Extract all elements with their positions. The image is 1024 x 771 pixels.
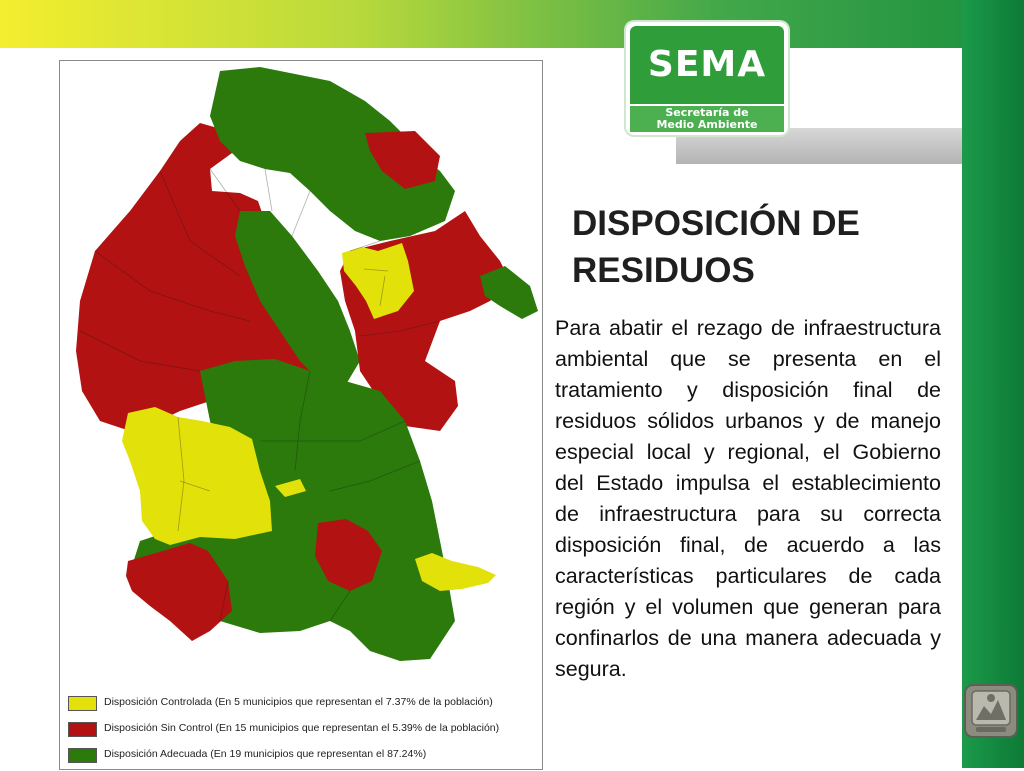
map-frame <box>59 60 543 770</box>
slide-body-text: Para abatir el rezago de infraestructura ambiental que se presenta en el tratamiento y disposición final de residuos sólidos urbanos y de manejo especial local y regional, el Gobierno del Estado impulsa el establecimiento de infraestructura para su correcta disposición final, de acuerdo a las características particulares de cada región y el volumen que generan para confinarlos de una manera adecuada y segura. <box>555 316 941 681</box>
logo-name: SEMA <box>630 26 784 104</box>
legend-swatch-uncontrolled <box>68 722 97 737</box>
logo-subtitle <box>630 106 784 132</box>
legend-label-adequate: Disposición Adecuada (En 19 municipios que representan el 87.24%) <box>104 748 427 760</box>
logo-subtitle-line1: Secretaría de <box>665 106 749 119</box>
slide-title: DISPOSICIÓN DE RESIDUOS <box>572 204 860 290</box>
legend-swatch-adequate <box>68 748 97 763</box>
map-legend <box>68 693 538 771</box>
legend-swatch-controlled <box>68 696 97 711</box>
region-adequate-east-tip <box>480 266 538 319</box>
legend-item-uncontrolled <box>68 719 538 745</box>
legend-label-uncontrolled: Disposición Sin Control (En 15 municipios que representan el 5.39% de la población) <box>104 722 500 734</box>
sema-logo <box>626 22 788 135</box>
coahuila-municipalities-map <box>60 61 542 691</box>
legend-label-controlled: Disposición Controlada (En 5 municipios que representan el 7.37% de la población) <box>104 696 493 708</box>
legend-item-controlled <box>68 693 538 719</box>
state-seal-icon <box>962 682 1020 740</box>
legend-item-adequate <box>68 745 538 771</box>
logo-subtitle-line2: Medio Ambiente <box>656 118 758 131</box>
